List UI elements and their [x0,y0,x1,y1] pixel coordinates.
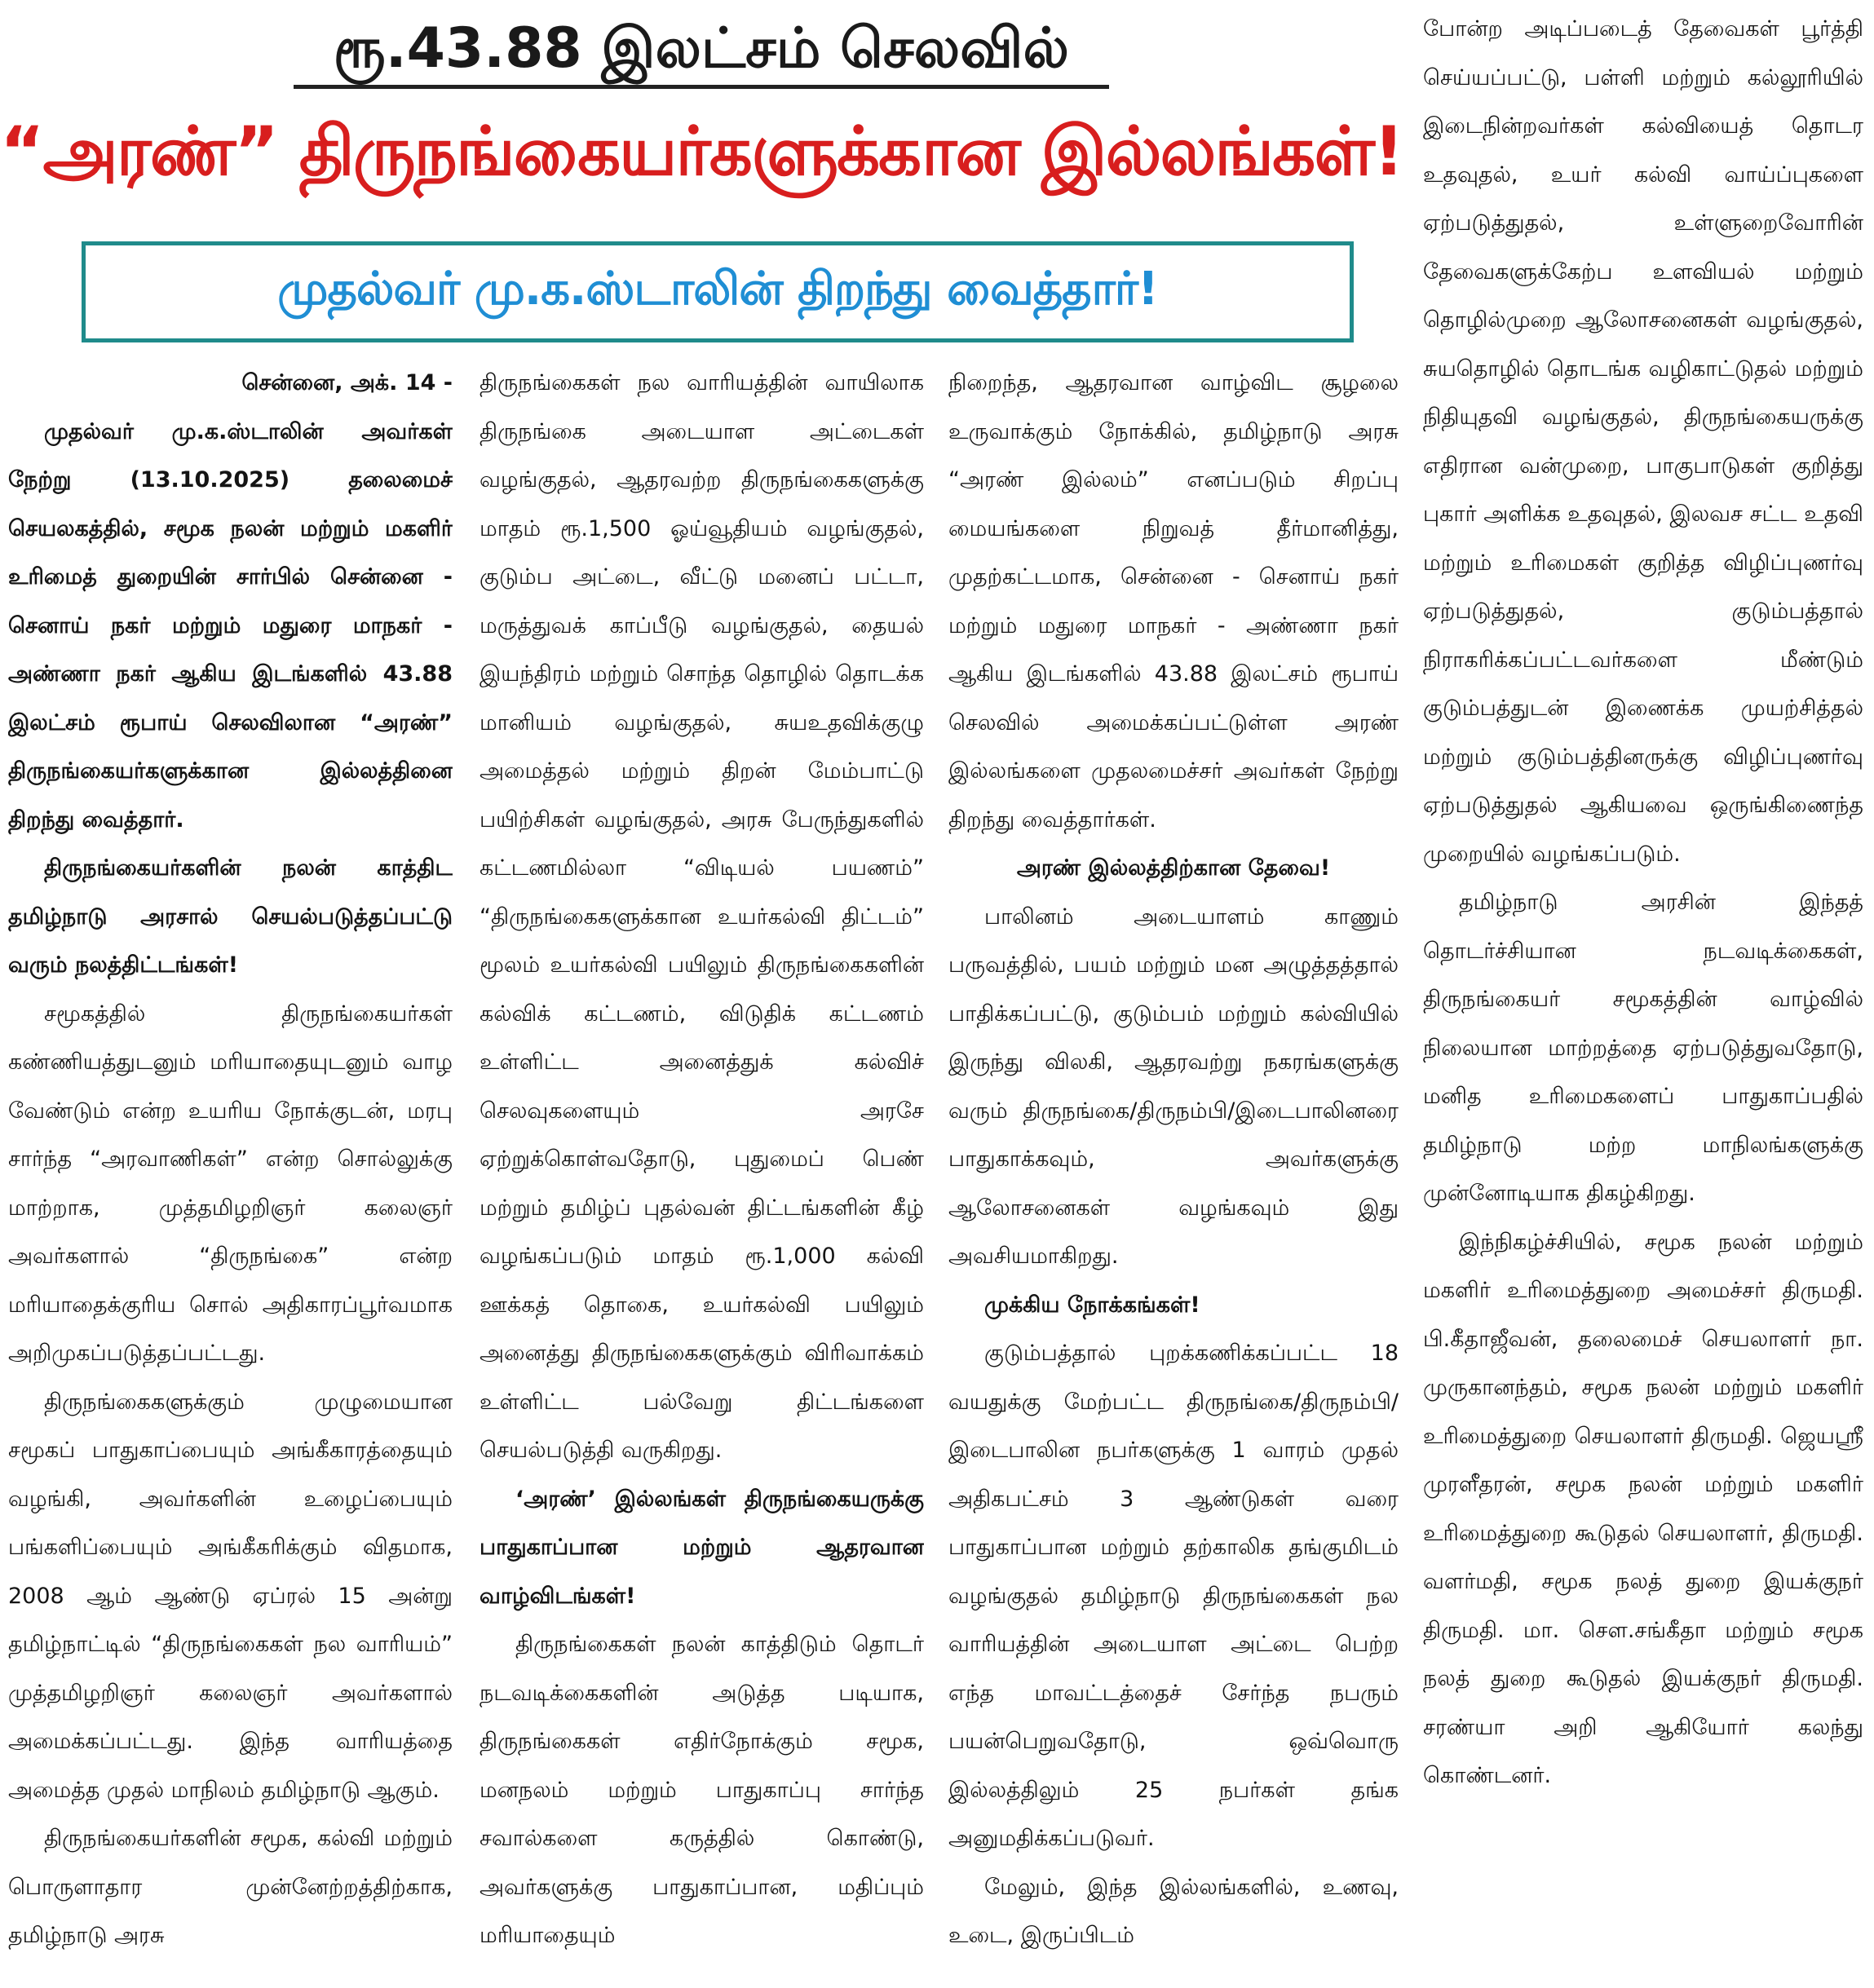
subheadline: முதல்வர் மு.க.ஸ்டாலின் திறந்து வைத்தார்! [277,263,1158,316]
kicker-underline [294,85,1109,89]
dateline: சென்னை, அக். 14 - [241,370,453,395]
paragraph: தமிழ்நாடு அரசின் இந்தத் தொடர்ச்சியான நடவடிக்கைகள், திருநங்கையர் சமூகத்தின் வாழ்வில் நிலையான மாற்றத்தை ஏற்படுத்துவதோடு, மனித உரிமைகளைப் பாதுகாப்பதில் தமிழ்நாடு மற்ற மாநிலங்களுக்கு முன்னோடியாக திகழ்கிறது. [1423,890,1863,1206]
subheadline-box [82,241,1354,342]
paragraph: பாலினம் அடையாளம் காணும் பருவத்தில், பயம் மற்றும் மன அழுத்தத்தால் பாதிக்கப்பட்டு, குடும்பம் மற்றும் கல்வியில் இருந்து விலகி, ஆதரவற்று நகரங்களுக்கு வரும் திருநங்கை/திருநம்பி/இடைபாலினரை பாதுகாக்கவும், அவர்களுக்கு ஆலோசனைகள் வழங்கவும் இது அவசியமாகிறது. [948,903,1399,1269]
section-heading-aran-homes: ‘அரண்’ இல்லங்கள் திருநங்கையருக்கு பாதுகாப்பான மற்றும் ஆதரவான வாழ்விடங்கள்! [480,1486,924,1609]
paragraph: சமூகத்தில் திருநங்கையர்கள் கண்ணியத்துடனும் மரியாதையுடனும் வாழ வேண்டும் என்ற உயரிய நோக்குடன், மரபு சார்ந்த “அரவாணிகள்” என்ற சொல்லுக்கு மாற்றாக, முத்தமிழறிஞர் கலைஞர் அவர்களால் “திருநங்கை” என்ற மரியாதைக்குரிய சொல் அதிகாரப்பூர்வமாக அறிமுகப்படுத்தப்பட்டது. [8,1001,453,1366]
paragraph: போன்ற அடிப்படைத் தேவைகள் பூர்த்தி செய்யப்பட்டு, பள்ளி மற்றும் கல்லூரியில் இடைநின்றவர்கள் கல்வியைத் தொடர உதவுதல், உயர் கல்வி வாய்ப்புகளை ஏற்படுத்துதல், உள்ளுறைவோரின் தேவைகளுக்கேற்ப உளவியல் மற்றும் தொழில்முறை ஆலோசனைகள் வழங்குதல், சுயதொழில் தொடங்க வழிகாட்டுதல் மற்றும் நிதியுதவி வழங்குதல், திருநங்கையருக்கு எதிரான வன்முறை, பாகுபாடுகள் குறித்து புகார் அளிக்க உதவுதல், இலவச சட்ட உதவி மற்றும் உரிமைகள் குறித்த விழிப்புணர்வு ஏற்படுத்துதல், குடும்பத்தால் நிராகரிக்கப்பட்டவர்களை மீண்டும் குடும்பத்துடன் இணைக்க முயற்சித்தல் மற்றும் குடும்பத்தினருக்கு விழிப்புணர்வு ஏற்படுத்துதல் ஆகியவை ஒருங்கிணைந்த முறையில் வழங்கப்படும். [1423,16,1863,867]
paragraph: திருநங்கைகள் நல வாரியத்தின் வாயிலாக திருநங்கை அடையாள அட்டைகள் வழங்குதல், ஆதரவற்ற திருநங்கைகளுக்கு மாதம் ரூ.1,500 ஓய்வூதியம் வழங்குதல், குடும்ப அட்டை, வீட்டு மனைப் பட்டா, மருத்துவக் காப்பீடு வழங்குதல், தையல் இயந்திரம் மற்றும் சொந்த தொழில் தொடக்க மானியம் வழங்குதல், சுயஉதவிக்குழு அமைத்தல் மற்றும் திறன் மேம்பாட்டு பயிற்சிகள் வழங்குதல், அரசு பேருந்துகளில் கட்டணமில்லா “விடியல் பயணம்” “திருநங்கைகளுக்கான உயர்கல்வி திட்டம்” மூலம் உயர்கல்வி பயிலும் திருநங்கைகளின் கல்விக் கட்டணம், விடுதிக் கட்டணம் உள்ளிட்ட அனைத்துக் கல்விச் செலவுகளையும் அரசே ஏற்றுக்கொள்வதோடு, புதுமைப் பெண் மற்றும் தமிழ்ப் புதல்வன் திட்டங்களின் கீழ் வழங்கப்படும் மாதம் ரூ.1,000 கல்வி ஊக்கத் தொகை, உயர்கல்வி பயிலும் அனைத்து திருநங்கைகளுக்கும் விரிவாக்கம் உள்ளிட்ட பல்வேறு திட்டங்களை செயல்படுத்தி வருகிறது. [480,370,924,1463]
headline-title: “அரண்” திருநங்கையர்களுக்கான இல்லங்கள்! [0,112,1403,191]
lead-paragraph: முதல்வர் மு.க.ஸ்டாலின் அவர்கள் நேற்று (13.10.2025) தலைமைச் செயலகத்தில், சமூக நலன் மற்றும் மகளிர் உரிமைத் துறையின் சார்பில் சென்னை - செனாய் நகர் மற்றும் மதுரை மாநகர் - அண்ணா நகர் ஆகிய இடங்களில் 43.88 இலட்சம் ரூபாய் செலவிலான “அரண்” திருநங்கையர்களுக்கான இல்லத்தினை திறந்து வைத்தார். [8,418,453,833]
section-heading-objectives: முக்கிய நோக்கங்கள்! [984,1292,1200,1318]
paragraph: குடும்பத்தால் புறக்கணிக்கப்பட்ட 18 வயதுக்கு மேற்பட்ட திருநங்கை/திருநம்பி/இடைபாலின நபர்களுக்கு 1 வாரம் முதல் அதிகபட்சம் 3 ஆண்டுகள் வரை பாதுகாப்பான மற்றும் தற்காலிக தங்குமிடம் வழங்குதல் தமிழ்நாடு திருநங்கைகள் நல வாரியத்தின் அடையாள அட்டை பெற்ற எந்த மாவட்டத்தைச் சேர்ந்த நபரும் பயன்பெறுவதோடு, ஒவ்வொரு இல்லத்திலும் 25 நபர்கள் தங்க அனுமதிக்கப்படுவர். [948,1341,1399,1851]
paragraph: இந்நிகழ்ச்சியில், சமூக நலன் மற்றும் மகளிர் உரிமைத்துறை அமைச்சர் திருமதி. பி.கீதாஜீவன், தலைமைச் செயலாளர் நா. முருகானந்தம், சமூக நலன் மற்றும் மகளிர் உரிமைத்துறை செயலாளர் திருமதி. ஜெயஸ்ரீ முரளீதரன், சமூக நலன் மற்றும் மகளிர் உரிமைத்துறை கூடுதல் செயலாளர், திருமதி. வளர்மதி, சமூக நலத் துறை இயக்குநர் திருமதி. மா. செள.சங்கீதா மற்றும் சமூக நலத் துறை கூடுதல் இயக்குநர் திருமதி. சரண்யா அறி ஆகியோர் கலந்து கொண்டனர். [1423,1229,1863,1788]
section-heading-need: அரண் இல்லத்திற்கான தேவை! [1016,855,1331,881]
paragraph: திருநங்கைகளுக்கும் முழுமையான சமூகப் பாதுகாப்பையும் அங்கீகாரத்தையும் வழங்கி, அவர்களின் உழைப்பையும் பங்களிப்பையும் அங்கீகரிக்கும் விதமாக, 2008 ஆம் ஆண்டு ஏப்ரல் 15 அன்று தமிழ்நாட்டில் “திருநங்கைகள் நல வாரியம்” முத்தமிழறிஞர் கலைஞர் அவர்களால் அமைக்கப்பட்டது. இந்த வாரியத்தை அமைத்த முதல் மாநிலம் தமிழ்நாடு ஆகும். [8,1389,453,1803]
article-column-2 [480,359,924,1960]
article-column-4 [1423,5,1863,1800]
paragraph: மேலும், இந்த இல்லங்களில், உணவு, உடை, இருப்பிடம் [948,1874,1399,1948]
paragraph: திருநங்கையர்களின் சமூக, கல்வி மற்றும் பொருளாதார முன்னேற்றத்திற்காக, தமிழ்நாடு அரசு [8,1826,453,1948]
article-column-1 [8,359,453,1960]
paragraph: திருநங்கைகள் நலன் காத்திடும் தொடர் நடவடிக்கைகளின் அடுத்த படியாக, திருநங்கைகள் எதிர்நோக்கும் சமூக, மனநலம் மற்றும் பாதுகாப்பு சார்ந்த சவால்களை கருத்தில் கொண்டு, அவர்களுக்கு பாதுகாப்பான, மதிப்பும் மரியாதையும் [480,1632,924,1948]
section-heading-welfare: திருநங்கையர்களின் நலன் காத்திட தமிழ்நாடு அரசால் செயல்படுத்தப்பட்டு வரும் நலத்திட்டங்கள்! [8,855,453,978]
article-column-3 [948,359,1399,1960]
headline-kicker: ரூ.43.88 இலட்சம் செலவில் [334,16,1069,81]
paragraph: நிறைந்த, ஆதரவான வாழ்விட சூழலை உருவாக்கும் நோக்கில், தமிழ்நாடு அரசு “அரண் இல்லம்” எனப்படும் சிறப்பு மையங்களை நிறுவத் தீர்மானித்து, முதற்கட்டமாக, சென்னை - செனாய் நகர் மற்றும் மதுரை மாநகர் - அண்ணா நகர் ஆகிய இடங்களில் 43.88 இலட்சம் ரூபாய் செலவில் அமைக்கப்பட்டுள்ள அரண் இல்லங்களை முதலமைச்சர் அவர்கள் நேற்று திறந்து வைத்தார்கள். [948,370,1399,833]
